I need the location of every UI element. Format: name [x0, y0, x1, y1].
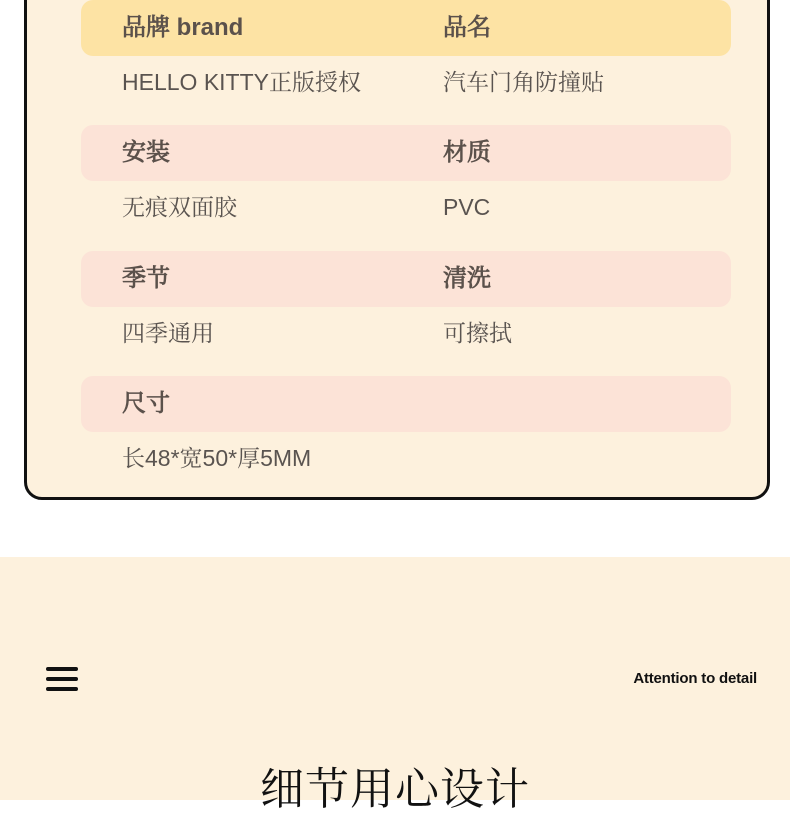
spec-label-material: 材质 — [443, 139, 491, 166]
spec-value-season: 四季通用 — [122, 320, 214, 346]
spec-value-brand: HELLO KITTY正版授权 — [122, 69, 361, 95]
spec-value-cleaning: 可擦拭 — [443, 320, 512, 346]
spec-label-size: 尺寸 — [122, 390, 170, 417]
detail-tagline: Attention to detail — [633, 670, 757, 687]
spec-label-brand: 品牌 brand — [122, 14, 244, 41]
spec-value-product-name: 汽车门角防撞贴 — [443, 69, 604, 95]
spec-header-band — [81, 251, 731, 307]
spec-header-band — [81, 125, 731, 181]
spec-label-installation: 安装 — [122, 139, 170, 166]
spec-value-size: 长48*宽50*厚5MM — [122, 445, 312, 471]
spec-value-installation: 无痕双面胶 — [122, 194, 237, 220]
hamburger-menu-icon[interactable] — [46, 667, 78, 691]
section-title: 细节用心设计 — [260, 765, 530, 814]
spec-header-band — [81, 376, 731, 432]
spec-label-season: 季节 — [122, 265, 170, 292]
spec-value-material: PVC — [443, 194, 491, 220]
spec-label-cleaning: 清洗 — [443, 265, 491, 292]
spec-label-product-name: 品名 — [443, 14, 491, 41]
